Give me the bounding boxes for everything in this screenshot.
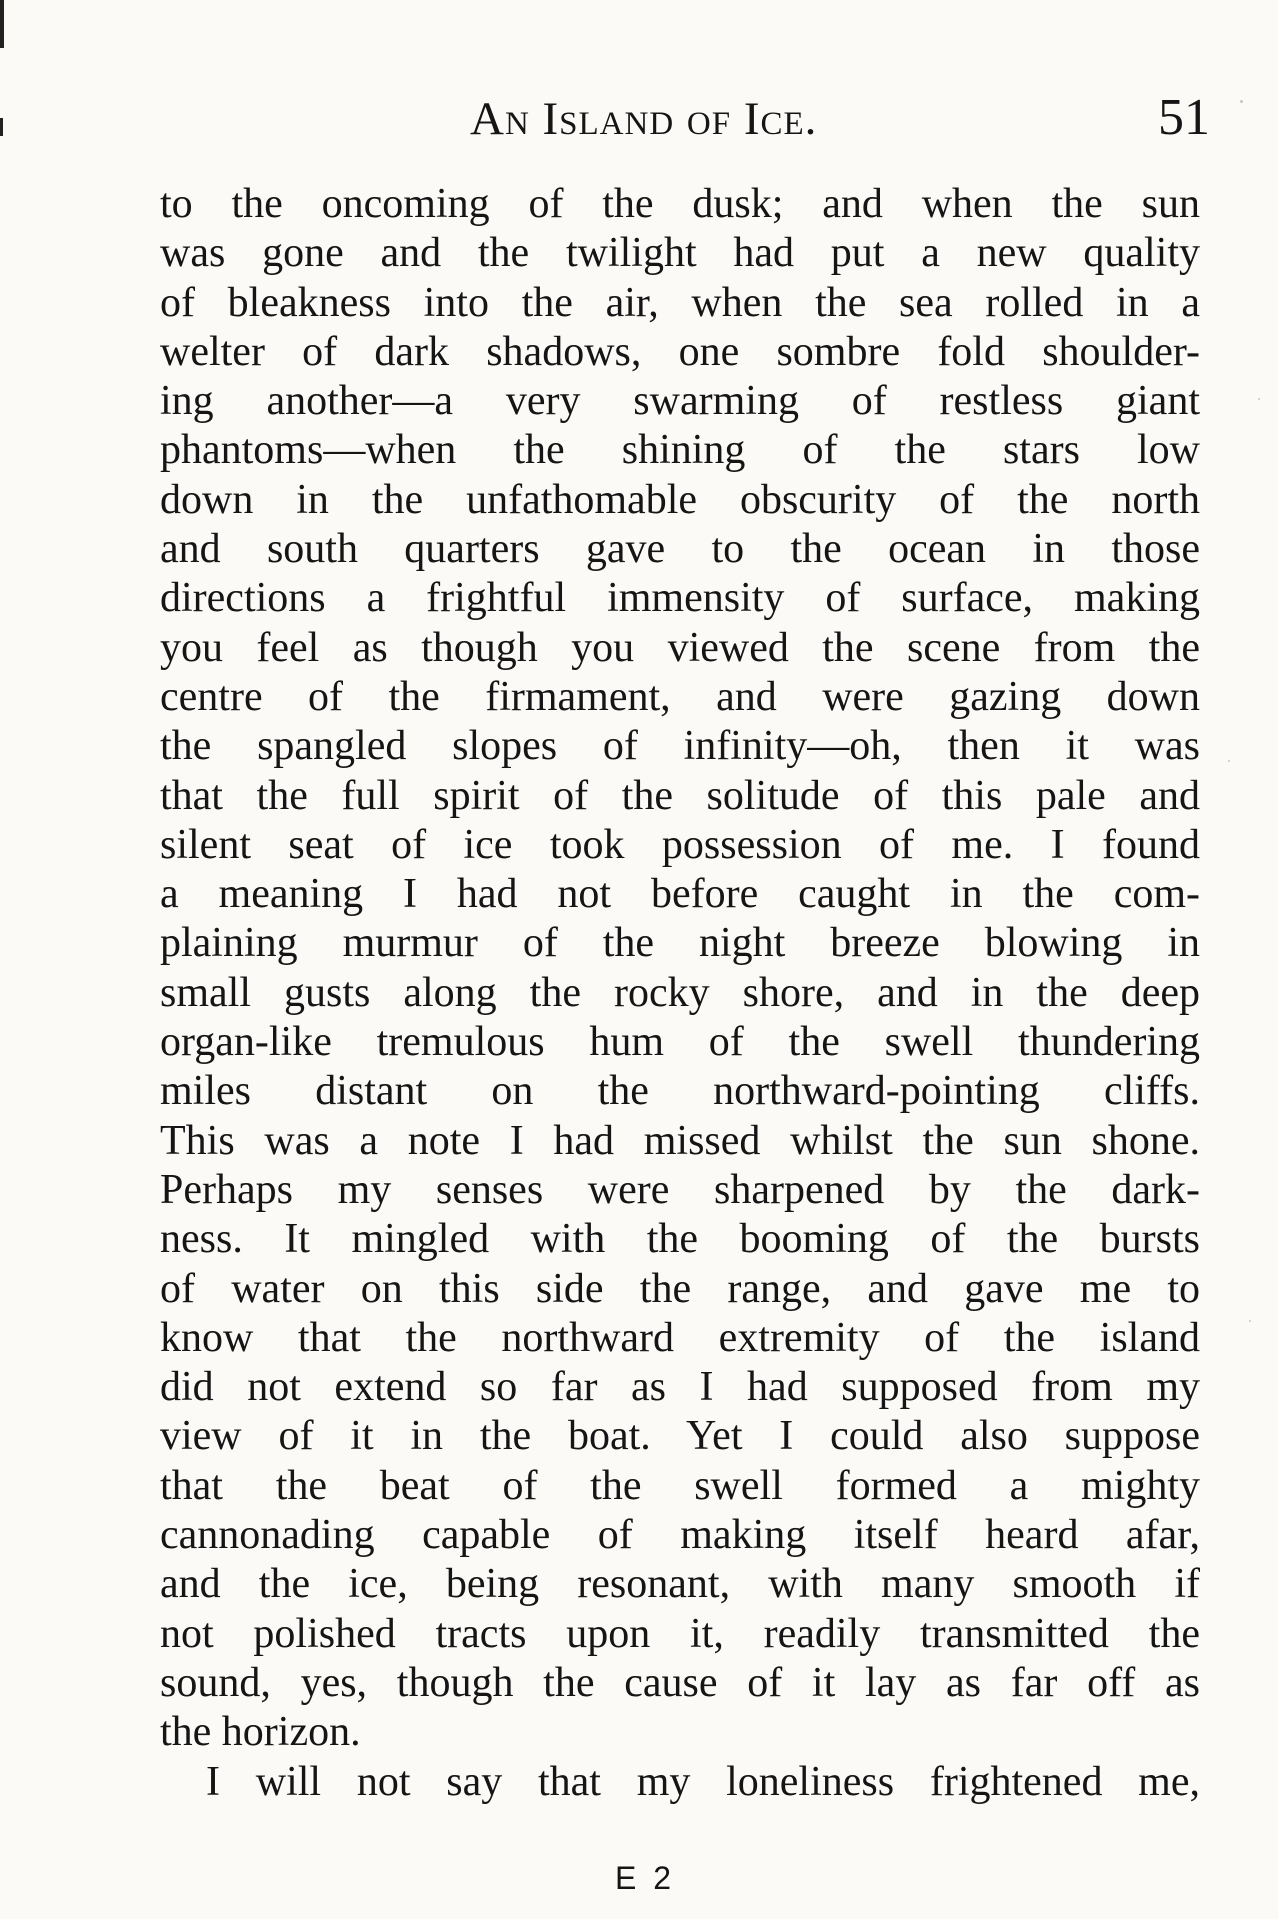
text-line: centre of the firmament, and were gazing down [160,673,1200,720]
paper-speck [1249,1320,1251,1322]
text-line: plaining murmur of the night breeze blowing in [160,920,1200,967]
running-head [0,86,1278,156]
body-text [160,180,1200,1807]
paragraph-start-line: I will not say that my loneliness frightened me, [206,1758,1200,1805]
text-line: was gone and the twilight had put a new quality [160,230,1200,277]
text-line: small gusts along the rocky shore, and in the deep [160,969,1200,1016]
text-line: welter of dark shadows, one sombre fold shoulder- [160,328,1200,375]
text-line: not polished tracts upon it, readily transmitted the [160,1610,1200,1657]
running-head-title: An Island of Ice. [470,93,818,145]
text-line: sound, yes, though the cause of it lay as far off as [160,1659,1200,1706]
text-line: the spangled slopes of infinity—oh, then it was [160,723,1200,770]
text-line: Perhaps my senses were sharpened by the dark- [160,1166,1200,1213]
text-line: that the beat of the swell formed a mighty [160,1462,1200,1509]
text-line: did not extend so far as I had supposed from my [160,1364,1200,1411]
text-line: ing another—a very swarming of restless giant [160,378,1200,425]
paper-speck [1228,760,1230,762]
text-line: ness. It mingled with the booming of the bursts [160,1216,1200,1263]
paragraph-end-line: the horizon. [160,1709,361,1756]
text-line: of water on this side the range, and gave me to [160,1265,1200,1312]
text-line: view of it in the boat. Yet I could also suppose [160,1413,1200,1460]
text-line: a meaning I had not before caught in the com- [160,871,1200,918]
text-line: silent seat of ice took possession of me. I found [160,821,1200,868]
text-line: down in the unfathomable obscurity of the north [160,476,1200,523]
paper-speck [1258,398,1260,400]
text-line: This was a note I had missed whilst the sun shone. [160,1117,1200,1164]
text-line: organ-like tremulous hum of the swell thundering [160,1019,1200,1066]
page-number: 51 [1158,89,1210,146]
text-line: know that the northward extremity of the island [160,1314,1200,1361]
text-line: directions a frightful immensity of surface, making [160,575,1200,622]
text-line: phantoms—when the shining of the stars low [160,427,1200,474]
paper-speck [1240,100,1243,103]
text-line: cannonading capable of making itself heard afar, [160,1512,1200,1559]
text-line: and south quarters gave to the ocean in those [160,526,1200,573]
printer-signature-mark: E 2 [615,1860,676,1896]
text-line: you feel as though you viewed the scene from the [160,624,1200,671]
scan-edge-mark [0,0,4,48]
text-line: to the oncoming of the dusk; and when the sun [160,181,1200,227]
text-line: miles distant on the northward-pointing cliffs. [160,1068,1200,1115]
text-line: that the full spirit of the solitude of this pale and [160,772,1200,819]
text-line: of bleakness into the air, when the sea rolled in a [160,279,1200,326]
text-line: and the ice, being resonant, with many smooth if [160,1561,1200,1608]
